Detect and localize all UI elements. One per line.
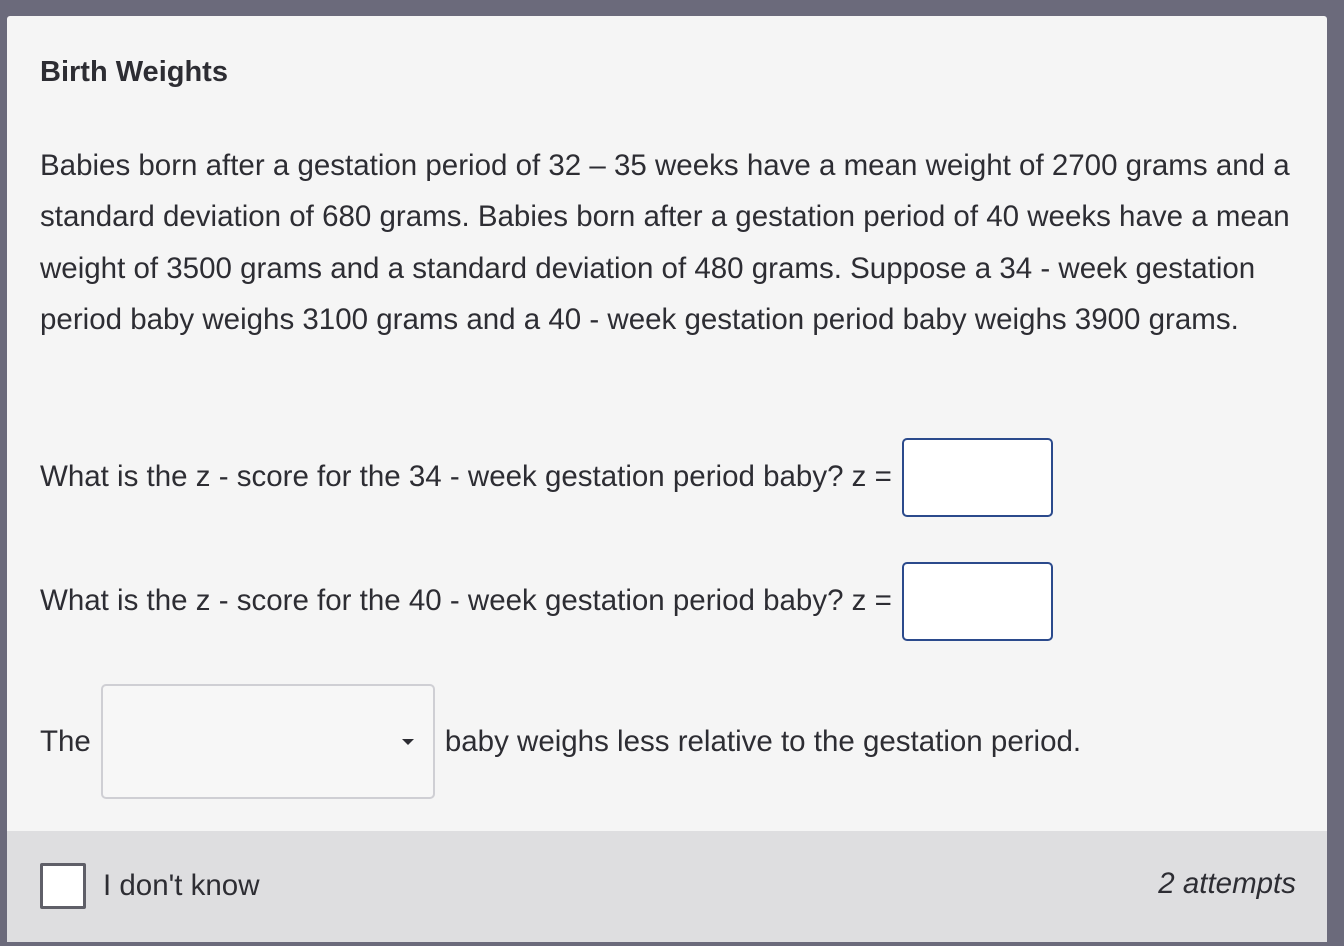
comparison-suffix: baby weighs less relative to the gestation period. — [444, 724, 1082, 758]
problem-text: Babies born after a gestation period of 32 – 35 weeks have a mean weight of 2700 grams and a standard deviation of 680 grams. Babies born after a gestation period of 40 weeks have a mean weight of 3500 grams and a standard deviation of 480 grams. Suppose a 34 - week gestation period baby weighs 3100 grams and a 40 - week gestation period baby weighs 3900 grams. — [40, 149, 1290, 336]
question-row-34-week — [40, 436, 1053, 518]
question-title: Birth Weights — [40, 56, 228, 88]
attempts-counter: 2 attempts — [1158, 867, 1296, 900]
z-score-40-week-input[interactable] — [902, 562, 1053, 641]
question-row-40-week — [40, 560, 1053, 642]
i-dont-know-checkbox[interactable] — [40, 863, 86, 909]
q1-prompt: What is the z - score for the 34 - week gestation period baby? z = — [40, 460, 892, 493]
comparison-row — [40, 684, 1081, 799]
q2-prompt: What is the z - score for the 40 - week gestation period baby? z = — [40, 584, 892, 617]
caret-down-icon — [402, 739, 414, 745]
i-dont-know-label[interactable]: I don't know — [103, 869, 260, 902]
i-dont-know-option[interactable] — [40, 863, 260, 909]
baby-select-dropdown[interactable] — [101, 684, 435, 799]
z-score-34-week-input[interactable] — [902, 438, 1053, 517]
question-card — [7, 16, 1327, 942]
comparison-prefix: The — [40, 724, 91, 758]
question-footer — [7, 831, 1327, 942]
